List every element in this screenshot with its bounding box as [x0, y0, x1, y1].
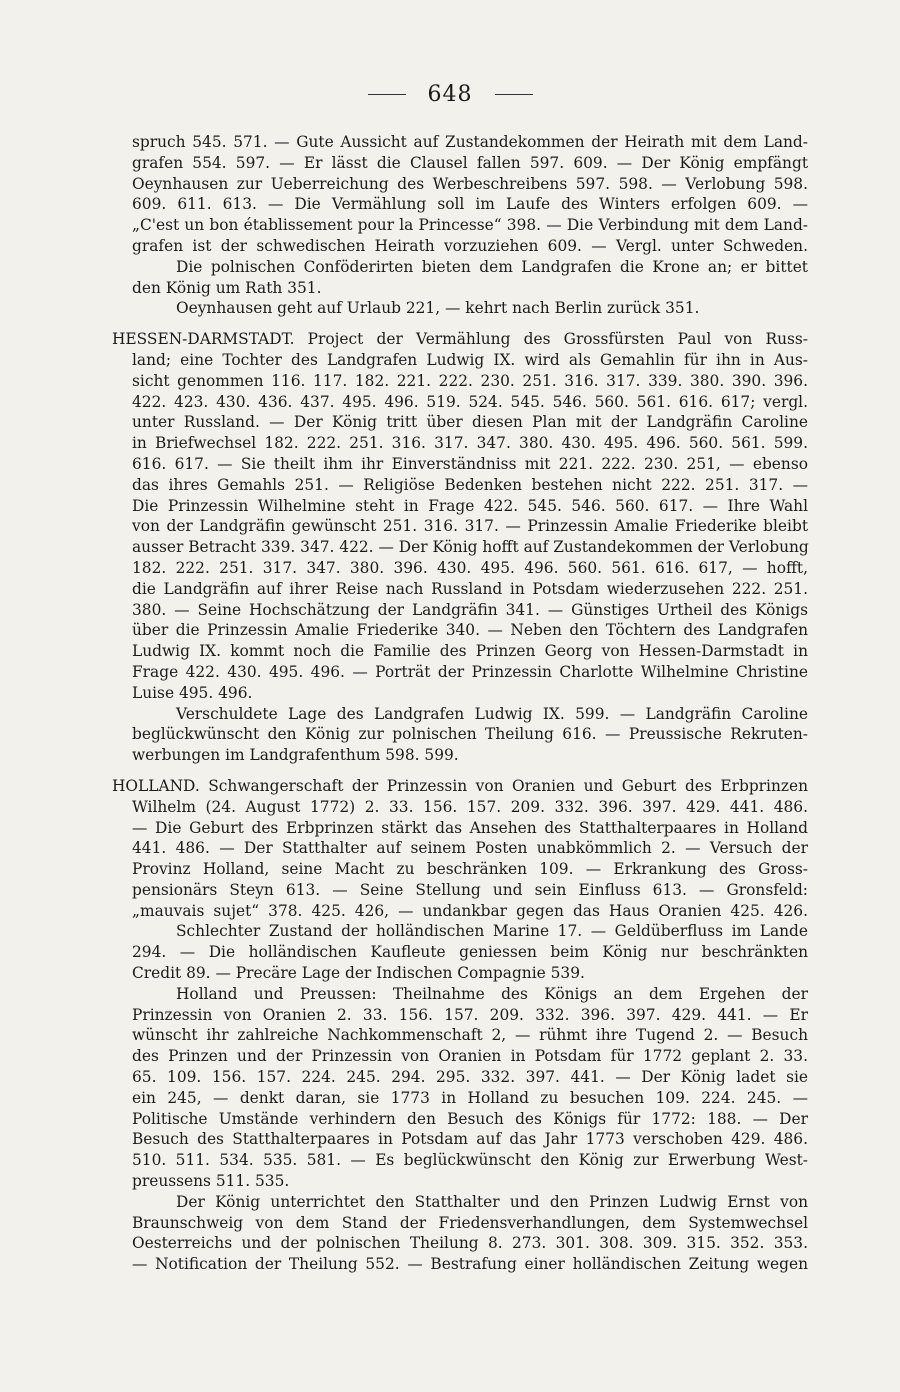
text-line: Oeynhausen zur Ueberreichung des Werbeschreibens 597. 598. — Verlobung 598.: [132, 174, 808, 193]
page-header: [0, 82, 900, 107]
text-line: preussens 511. 535.: [132, 1172, 290, 1191]
text-line: ausser Betracht 339. 347. 422. — Der König hofft auf Zustandekommen der Verlobung: [132, 538, 809, 557]
text-line: Luise 495. 496.: [132, 683, 253, 702]
text-line: 510. 511. 534. 535. 581. — Es beglückwünscht den König zur Erwerbung West-: [132, 1151, 808, 1170]
text-line: grafen ist der schwedischen Heirath vorzuziehen 609. — Vergl. unter Schweden.: [132, 236, 808, 255]
text-line: die Landgräfin auf ihrer Reise nach Russland in Potsdam wiederzusehen 222. 251.: [132, 579, 808, 598]
text-line: Credit 89. — Precäre Lage der Indischen Compagnie 539.: [132, 964, 585, 983]
text-line: Oesterreichs und der polnischen Theilung 8. 273. 301. 308. 309. 315. 352. 353.: [132, 1234, 808, 1253]
header-rule-right: [495, 94, 533, 95]
text-line: 294. — Die holländischen Kaufleute geniessen beim König nur beschränkten: [132, 943, 808, 962]
text-line: Besuch des Statthalterpaares in Potsdam auf das Jahr 1773 verschoben 429. 486.: [132, 1130, 808, 1149]
text-line: des Prinzen und der Prinzessin von Oranien in Potsdam für 1772 geplant 2. 33.: [132, 1047, 808, 1066]
text-line: grafen 554. 597. — Er lässt die Clausel fallen 597. 609. — Der König empfängt: [132, 153, 808, 172]
text-line: ein 245, — denkt daran, sie 1773 in Holland zu besuchen 109. 224. 245. —: [132, 1088, 808, 1107]
text-line: Die Prinzessin Wilhelmine steht in Frage 422. 545. 546. 560. 617. — Ihre Wahl: [132, 496, 808, 515]
page-number: 648: [427, 82, 473, 107]
text-line: 609. 611. 613. — Die Vermählung soll im Laufe des Winters erfolgen 609. —: [132, 195, 808, 214]
text-line: spruch 545. 571. — Gute Aussicht auf Zustandekommen der Heirath mit dem Land-: [132, 133, 808, 151]
text-line: „C'est un bon établissement pour la Princesse“ 398. — Die Verbindung mit dem Land-: [132, 216, 808, 235]
text-line: sicht genommen 116. 117. 182. 221. 222. 230. 251. 316. 317. 339. 380. 390. 396.: [132, 371, 808, 390]
text-line: Provinz Holland, seine Macht zu beschränken 109. — Erkrankung des Gross-: [132, 860, 808, 879]
text-line: beglückwünscht den König zur polnischen Theilung 616. — Preussische Rekruten-: [132, 725, 808, 744]
section-gap: [132, 319, 808, 329]
text-line: Oeynhausen geht auf Urlaub 221, — kehrt nach Berlin zurück 351.: [176, 299, 700, 318]
text-line: HOLLAND. Schwangerschaft der Prinzessin von Oranien und Geburt des Erbprinzen: [112, 776, 808, 795]
text-line: Ludwig IX. kommt noch die Familie des Prinzen Georg von Hessen-Darmstadt in: [132, 642, 808, 661]
section-gap: [132, 766, 808, 776]
text-line: 616. 617. — Sie theilt ihm ihr Einverständniss mit 221. 222. 230. 251, — ebenso: [132, 454, 808, 473]
text-line: Politische Umstände verhindern den Besuch des Königs für 1772: 188. — Der: [132, 1109, 808, 1128]
text-line: Holland und Preussen: Theilnahme des Königs an dem Ergehen der: [176, 984, 808, 1003]
text-line: 441. 486. — Der Statthalter auf seinem Posten unabkömmlich 2. — Versuch der: [132, 839, 808, 858]
header-rule-left: [368, 94, 406, 95]
text-line: das ihres Gemahls 251. — Religiöse Bedenken bestehen nicht 222. 251. 317. —: [132, 475, 808, 494]
text-line: Braunschweig von dem Stand der Friedensverhandlungen, dem Systemwechsel: [132, 1213, 808, 1232]
text-line: in Briefwechsel 182. 222. 251. 316. 317. 347. 380. 430. 495. 496. 560. 561. 599.: [132, 434, 808, 453]
text-line: — Die Geburt des Erbprinzen stärkt das Ansehen des Statthalterpaares in Holland: [132, 818, 808, 837]
text-line: unter Russland. — Der König tritt über diesen Plan mit der Landgräfin Caroline: [132, 413, 808, 432]
text-line: 380. — Seine Hochschätzung der Landgräfin 341. — Günstiges Urtheil des Königs: [132, 600, 808, 619]
text-line: pensionärs Steyn 613. — Seine Stellung und sein Einfluss 613. — Gronsfeld:: [132, 880, 808, 899]
text-line: Prinzessin von Oranien 2. 33. 156. 157. 209. 332. 396. 397. 429. 441. — Er: [132, 1005, 808, 1024]
text-line: „mauvais sujet“ 378. 425. 426, — undankbar gegen das Haus Oranien 425. 426.: [132, 901, 808, 920]
text-line: Schlechter Zustand der holländischen Marine 17. — Geldüberfluss im Lande: [176, 922, 808, 941]
text-line: Der König unterrichtet den Statthalter und den Prinzen Ludwig Ernst von: [176, 1192, 808, 1211]
text-line: 182. 222. 251. 317. 347. 380. 396. 430. 495. 496. 560. 561. 616. 617, — hofft,: [132, 558, 808, 577]
index-text: [112, 132, 809, 1275]
text-line: Die polnischen Conföderirten bieten dem Landgrafen die Krone an; er bittet: [176, 257, 808, 276]
text-line: land; eine Tochter des Landgrafen Ludwig IX. wird als Gemahlin für ihn in Aus-: [132, 350, 808, 369]
text-line: Verschuldete Lage des Landgrafen Ludwig IX. 599. — Landgräfin Caroline: [176, 704, 808, 723]
text-line: von der Landgräfin gewünscht 251. 316. 317. — Prinzessin Amalie Friederike bleibt: [132, 517, 808, 536]
text-line: Frage 422. 430. 495. 496. — Porträt der Prinzessin Charlotte Wilhelmine Christine: [132, 662, 808, 681]
text-line: über die Prinzessin Amalie Friederike 340. — Neben den Töchtern des Landgrafen: [132, 621, 808, 640]
text-line: HESSEN-DARMSTADT. Project der Vermählung des Grossfürsten Paul von Russ-: [112, 330, 808, 349]
text-line: werbungen im Landgrafenthum 598. 599.: [132, 746, 459, 765]
text-line: — Notification der Theilung 552. — Bestrafung einer holländischen Zeitung wegen: [132, 1255, 808, 1274]
text-line: 65. 109. 156. 157. 224. 245. 294. 295. 332. 397. 441. — Der König ladet sie: [132, 1068, 808, 1087]
text-line: Wilhelm (24. August 1772) 2. 33. 156. 157. 209. 332. 396. 397. 429. 441. 486.: [132, 797, 808, 816]
text-line: den König um Rath 351.: [132, 278, 322, 297]
text-line: wünscht ihr zahlreiche Nachkommenschaft 2, — rühmt ihre Tugend 2. — Besuch: [132, 1026, 808, 1045]
text-line: 422. 423. 430. 436. 437. 495. 496. 519. 524. 545. 546. 560. 561. 616. 617; vergl.: [132, 392, 808, 411]
